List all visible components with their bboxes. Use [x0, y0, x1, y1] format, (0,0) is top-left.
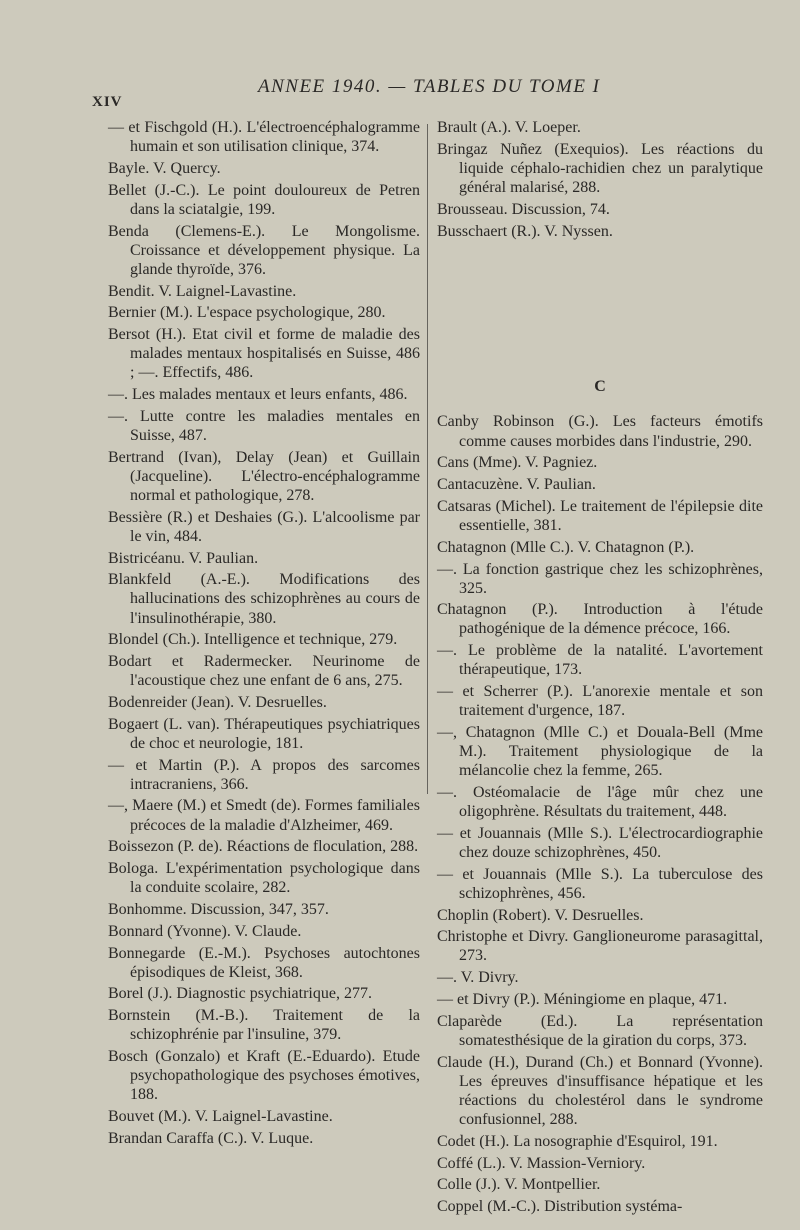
index-entry: Claude (H.), Durand (Ch.) et Bonnard (Yvonne). Les épreuves d'insuffisance hépatique et les réactions du cholestérol dans le syndrome confusionnel, 288. [437, 1053, 763, 1128]
index-entry: —. Lutte contre les maladies mentales en Suisse, 487. [108, 407, 420, 444]
index-entry: Brault (A.). V. Loeper. [437, 119, 581, 136]
page-header [0, 72, 800, 112]
index-entry: Bendit. V. Laignel-Lavastine. [108, 282, 297, 300]
index-entry: Brandan Caraffa (C.). V. Luque. [108, 1129, 314, 1147]
section-letter: C [594, 378, 606, 396]
index-entry: — et Fischgold (H.). L'électroencéphalogramme humain et son utilisation clinique, 374. [108, 119, 420, 156]
index-entry: —. Ostéomalacie de l'âge mûr chez une oligophrène. Résultats du traitement, 448. [437, 783, 763, 821]
index-entry: Codet (H.). La nosographie d'Esquirol, 191. [437, 1132, 718, 1150]
right-column-bottom [437, 412, 763, 1216]
index-entry: Cantacuzène. V. Paulian. [437, 476, 596, 494]
index-entry: Bosch (Gonzalo) et Kraft (E.-Eduardo). Etude psychopathologique des psychoses émotives, 188. [108, 1048, 420, 1104]
index-entry: Catsaras (Michel). Le traitement de l'épilepsie dite essentielle, 381. [437, 497, 763, 534]
index-entry: Bodart et Radermecker. Neurinome de l'acoustique chez une enfant de 6 ans, 275. [108, 653, 420, 690]
index-entry: Bodenreider (Jean). V. Desruelles. [108, 693, 327, 711]
index-entry: Claparède (Ed.). La représentation somatesthésique de la giration du corps, 373. [437, 1012, 763, 1049]
index-entry: Blondel (Ch.). Intelligence et technique, 279. [108, 631, 398, 649]
right-column-top [437, 118, 763, 241]
index-entry: — et Scherrer (P.). L'anorexie mentale et son traitement d'urgence, 187. [437, 683, 763, 720]
index-entry: Bayle. V. Quercy. [108, 159, 221, 177]
index-entry: Bertrand (Ivan), Delay (Jean) et Guillain (Jacqueline). L'électro-encéphalogramme normal et pathologique, 278. [108, 448, 420, 504]
column-divider [427, 124, 428, 794]
index-entry: Bernier (M.). L'espace psychologique, 280. [108, 304, 386, 322]
index-entry: Bersot (H.). Etat civil et forme de maladie des malades mentaux hospitalisés en Suisse, 486 ; —. Effectifs, 486. [108, 326, 420, 382]
index-entry: —. V. Divry. [437, 969, 519, 987]
index-entry: Bellet (J.-C.). Le point douloureux de Petren dans la sciatalgie, 199. [108, 181, 420, 218]
index-entry: Bonnegarde (E.-M.). Psychoses autochtones épisodiques de Kleist, 368. [108, 944, 420, 981]
index-entry: Bessière (R.) et Deshaies (G.). L'alcoolisme par le vin, 484. [108, 508, 420, 545]
index-entry: Chatagnon (P.). Introduction à l'étude pathogénique de la démence précoce, 166. [437, 601, 763, 638]
index-entry: —. Les malades mentaux et leurs enfants, 486. [108, 386, 408, 404]
index-entry: —, Chatagnon (Mlle C.) et Douala-Bell (Mme M.). Traitement physiologique de la mélancolie chez la femme, 265. [437, 724, 763, 780]
page-number: XIV [92, 94, 123, 110]
index-entry: — et Jouannais (Mlle S.). La tuberculose des schizophrènes, 456. [437, 865, 763, 902]
index-entry: Colle (J.). V. Montpellier. [437, 1176, 601, 1194]
index-entry: Choplin (Robert). V. Desruelles. [437, 906, 644, 924]
index-entry: Canby Robinson (G.). Les facteurs émotifs comme causes morbides dans l'industrie, 290. [437, 413, 763, 450]
index-entry: — et Martin (P.). A propos des sarcomes intracraniens, 366. [108, 756, 420, 793]
right-column [437, 118, 763, 1219]
index-entry: Bonhomme. Discussion, 347, 357. [108, 901, 329, 918]
index-entry: Cans (Mme). V. Pagniez. [437, 454, 598, 472]
index-entry: — et Jouannais (Mlle S.). L'électrocardiographie chez douze schizophrènes, 450. [437, 824, 763, 861]
index-entry: Coffé (L.). V. Massion-Verniory. [437, 1154, 646, 1172]
running-title: ANNEE 1940. — TABLES DU TOME I [258, 76, 601, 97]
index-entry: Bogaert (L. van). Thérapeutiques psychiatriques de choc et neurologie, 181. [108, 715, 420, 752]
index-entry: Christophe et Divry. Ganglioneurome parasagittal, 273. [437, 928, 763, 965]
index-entry: Brousseau. Discussion, 74. [437, 200, 610, 218]
index-entry: —. La fonction gastrique chez les schizophrènes, 325. [437, 560, 763, 597]
index-entry: Blankfeld (A.-E.). Modifications des hallucinations des schizophrènes au cours de l'insulinothérapie, 380. [108, 571, 420, 627]
blank-gap [437, 243, 763, 351]
index-entry: Bouvet (M.). V. Laignel-Lavastine. [108, 1108, 333, 1126]
index-entry: Bonnard (Yvonne). V. Claude. [108, 922, 302, 940]
index-entry: — et Divry (P.). Méningiome en plaque, 471. [437, 991, 728, 1009]
index-entry: Busschaert (R.). V. Nyssen. [437, 222, 613, 240]
index-entry: Bringaz Nuñez (Exequios). Les réactions du liquide céphalo-rachidien chez un paralytique général malarisé, 288. [437, 140, 763, 196]
index-entry: Boissezon (P. de). Réactions de floculation, 288. [108, 838, 419, 856]
index-entry: Bistricéanu. V. Paulian. [108, 549, 259, 567]
index-entry: Coppel (M.-C.). Distribution systéma- [437, 1198, 683, 1216]
index-entry: Chatagnon (Mlle C.). V. Chatagnon (P.). [437, 538, 695, 556]
index-entry: Benda (Clemens-E.). Le Mongolisme. Croissance et développement physique. La glande thyroïde, 376. [108, 222, 420, 278]
index-entry: Borel (J.). Diagnostic psychiatrique, 277. [108, 985, 372, 1003]
index-entry: —. Le problème de la natalité. L'avortement thérapeutique, 173. [437, 642, 763, 679]
index-entry: Bornstein (M.-B.). Traitement de la schizophrénie par l'insuline, 379. [108, 1007, 420, 1044]
index-entry: —, Maere (M.) et Smedt (de). Formes familiales précoces de la maladie d'Alzheimer, 469. [108, 797, 420, 834]
left-column [108, 118, 420, 1151]
index-entry: Bologa. L'expérimentation psychologique dans la conduite scolaire, 282. [108, 860, 420, 897]
